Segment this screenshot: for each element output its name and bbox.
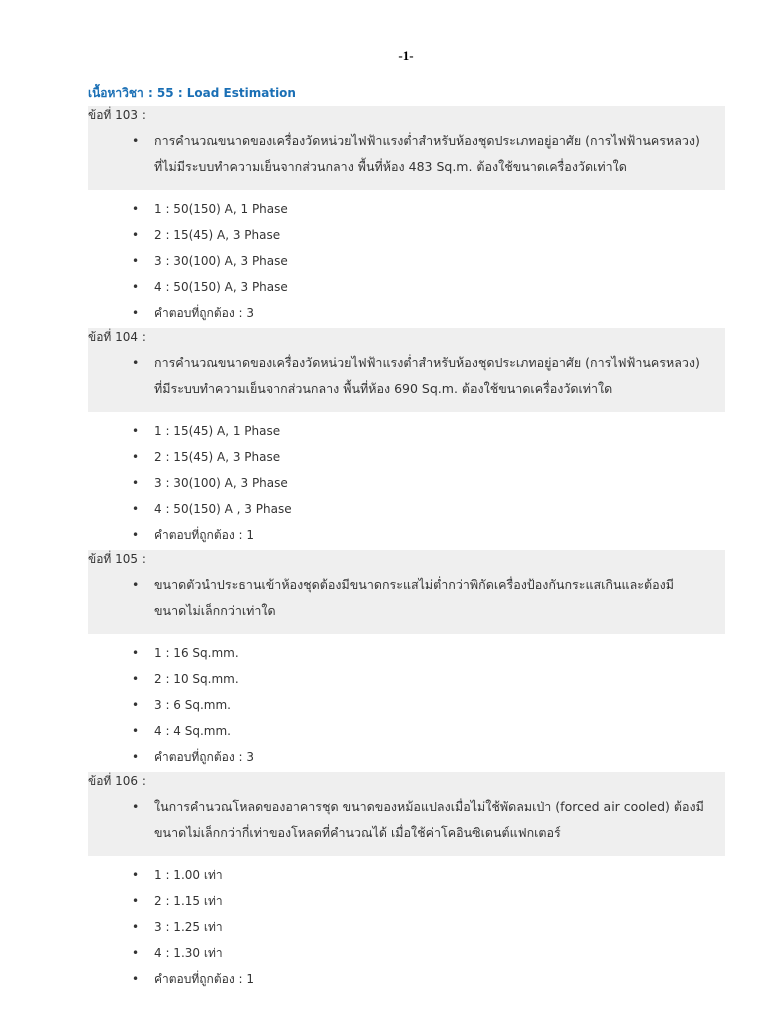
question-label: ข้อที่ 105 :: [88, 552, 146, 566]
answer-item: • คำตอบที่ถูกต้อง : 3: [88, 744, 725, 770]
bullet-icon: •: [132, 577, 140, 592]
list-item: • 1 : 16 Sq.mm.: [88, 640, 725, 666]
list-item: • 3 : 1.25 เท่า: [88, 914, 725, 940]
list-item: • 1 : 1.00 เท่า: [88, 862, 725, 888]
list-item: • 4 : 4 Sq.mm.: [88, 718, 725, 744]
bullet-icon: •: [132, 920, 140, 934]
question-header: [88, 328, 725, 412]
question-header: [88, 106, 725, 190]
list-item: • 1 : 50(150) A, 1 Phase: [88, 196, 725, 222]
bullet-icon: •: [132, 355, 140, 370]
question-label: ข้อที่ 104 :: [88, 330, 146, 344]
list-item: • 3 : 6 Sq.mm.: [88, 692, 725, 718]
list-item: • 1 : 15(45) A, 1 Phase: [88, 418, 725, 444]
list-item: • 4 : 50(150) A , 3 Phase: [88, 496, 725, 522]
bullet-icon: •: [132, 868, 140, 882]
bullet-icon: •: [132, 799, 140, 814]
bullet-icon: •: [132, 133, 140, 148]
answer-item: • คำตอบที่ถูกต้อง : 1: [88, 522, 725, 548]
answer-item: • คำตอบที่ถูกต้อง : 3: [88, 300, 725, 326]
bullet-icon: •: [132, 502, 140, 516]
list-item: • 4 : 50(150) A, 3 Phase: [88, 274, 725, 300]
list-item: • 3 : 30(100) A, 3 Phase: [88, 248, 725, 274]
question-block-105: [88, 550, 725, 770]
bullet-icon: •: [132, 254, 140, 268]
list-item: • 4 : 1.30 เท่า: [88, 940, 725, 966]
question-block-104: [88, 328, 725, 548]
bullet-icon: •: [132, 280, 140, 294]
bullet-icon: •: [132, 476, 140, 490]
question-label: ข้อที่ 106 :: [88, 774, 146, 788]
choice-list: [88, 640, 725, 770]
question-text: • ในการคำนวณโหลดของอาคารชุด ขนาดของหม้อแปลงเมื่อไม่ใช้พัดลมเป่า (forced air cooled) ต้องมี ขนาดไม่เล็กกว่ากี่เท่าของโหลดที่คำนวณได้ เมื่อใช้ค่าโคอินซิเดนต์แฟกเตอร์: [88, 790, 725, 856]
bullet-icon: •: [132, 946, 140, 960]
question-block-106: [88, 772, 725, 992]
bullet-icon: •: [132, 724, 140, 738]
bullet-icon: •: [132, 306, 140, 320]
list-item: • 2 : 15(45) A, 3 Phase: [88, 444, 725, 470]
bullet-icon: •: [132, 424, 140, 438]
list-item: • 2 : 15(45) A, 3 Phase: [88, 222, 725, 248]
question-text: • การคำนวณขนาดของเครื่องวัดหน่วยไฟฟ้าแรงต่ำสำหรับห้องชุดประเภทอยู่อาศัย (การไฟฟ้านครหลวง) ที่มีระบบทำความเย็นจากส่วนกลาง พื้นที่ห้อง 690 Sq.m. ต้องใช้ขนาดเครื่องวัดเท่าใด: [88, 346, 725, 412]
bullet-icon: •: [132, 228, 140, 242]
document-content: [88, 84, 725, 992]
choice-list: [88, 196, 725, 326]
answer-item: • คำตอบที่ถูกต้อง : 1: [88, 966, 725, 992]
bullet-icon: •: [132, 750, 140, 764]
bullet-icon: •: [132, 450, 140, 464]
bullet-icon: •: [132, 698, 140, 712]
question-header: [88, 772, 725, 856]
question-header: [88, 550, 725, 634]
list-item: • 2 : 10 Sq.mm.: [88, 666, 725, 692]
page-number: -1-: [398, 48, 414, 63]
question-text: • การคำนวณขนาดของเครื่องวัดหน่วยไฟฟ้าแรงต่ำสำหรับห้องชุดประเภทอยู่อาศัย (การไฟฟ้านครหลวง) ที่ไม่มีระบบทำความเย็นจากส่วนกลาง พื้นที่ห้อง 483 Sq.m. ต้องใช้ขนาดเครื่องวัดเท่าใด: [88, 124, 725, 190]
question-text: • ขนาดตัวนำประธานเข้าห้องชุดต้องมีขนาดกระแสไม่ต่ำกว่าพิกัดเครื่องป้องกันกระแสเกินและต้องมี ขนาดไม่เล็กกว่าเท่าใด: [88, 568, 725, 634]
choice-list: [88, 862, 725, 992]
bullet-icon: •: [132, 894, 140, 908]
bullet-icon: •: [132, 972, 140, 986]
question-block-103: [88, 106, 725, 326]
subject-title: เนื้อหาวิชา : 55 : Load Estimation: [88, 86, 296, 100]
question-label: ข้อที่ 103 :: [88, 108, 146, 122]
choice-list: [88, 418, 725, 548]
bullet-icon: •: [132, 646, 140, 660]
list-item: • 2 : 1.15 เท่า: [88, 888, 725, 914]
list-item: • 3 : 30(100) A, 3 Phase: [88, 470, 725, 496]
bullet-icon: •: [132, 202, 140, 216]
bullet-icon: •: [132, 672, 140, 686]
bullet-icon: •: [132, 528, 140, 542]
